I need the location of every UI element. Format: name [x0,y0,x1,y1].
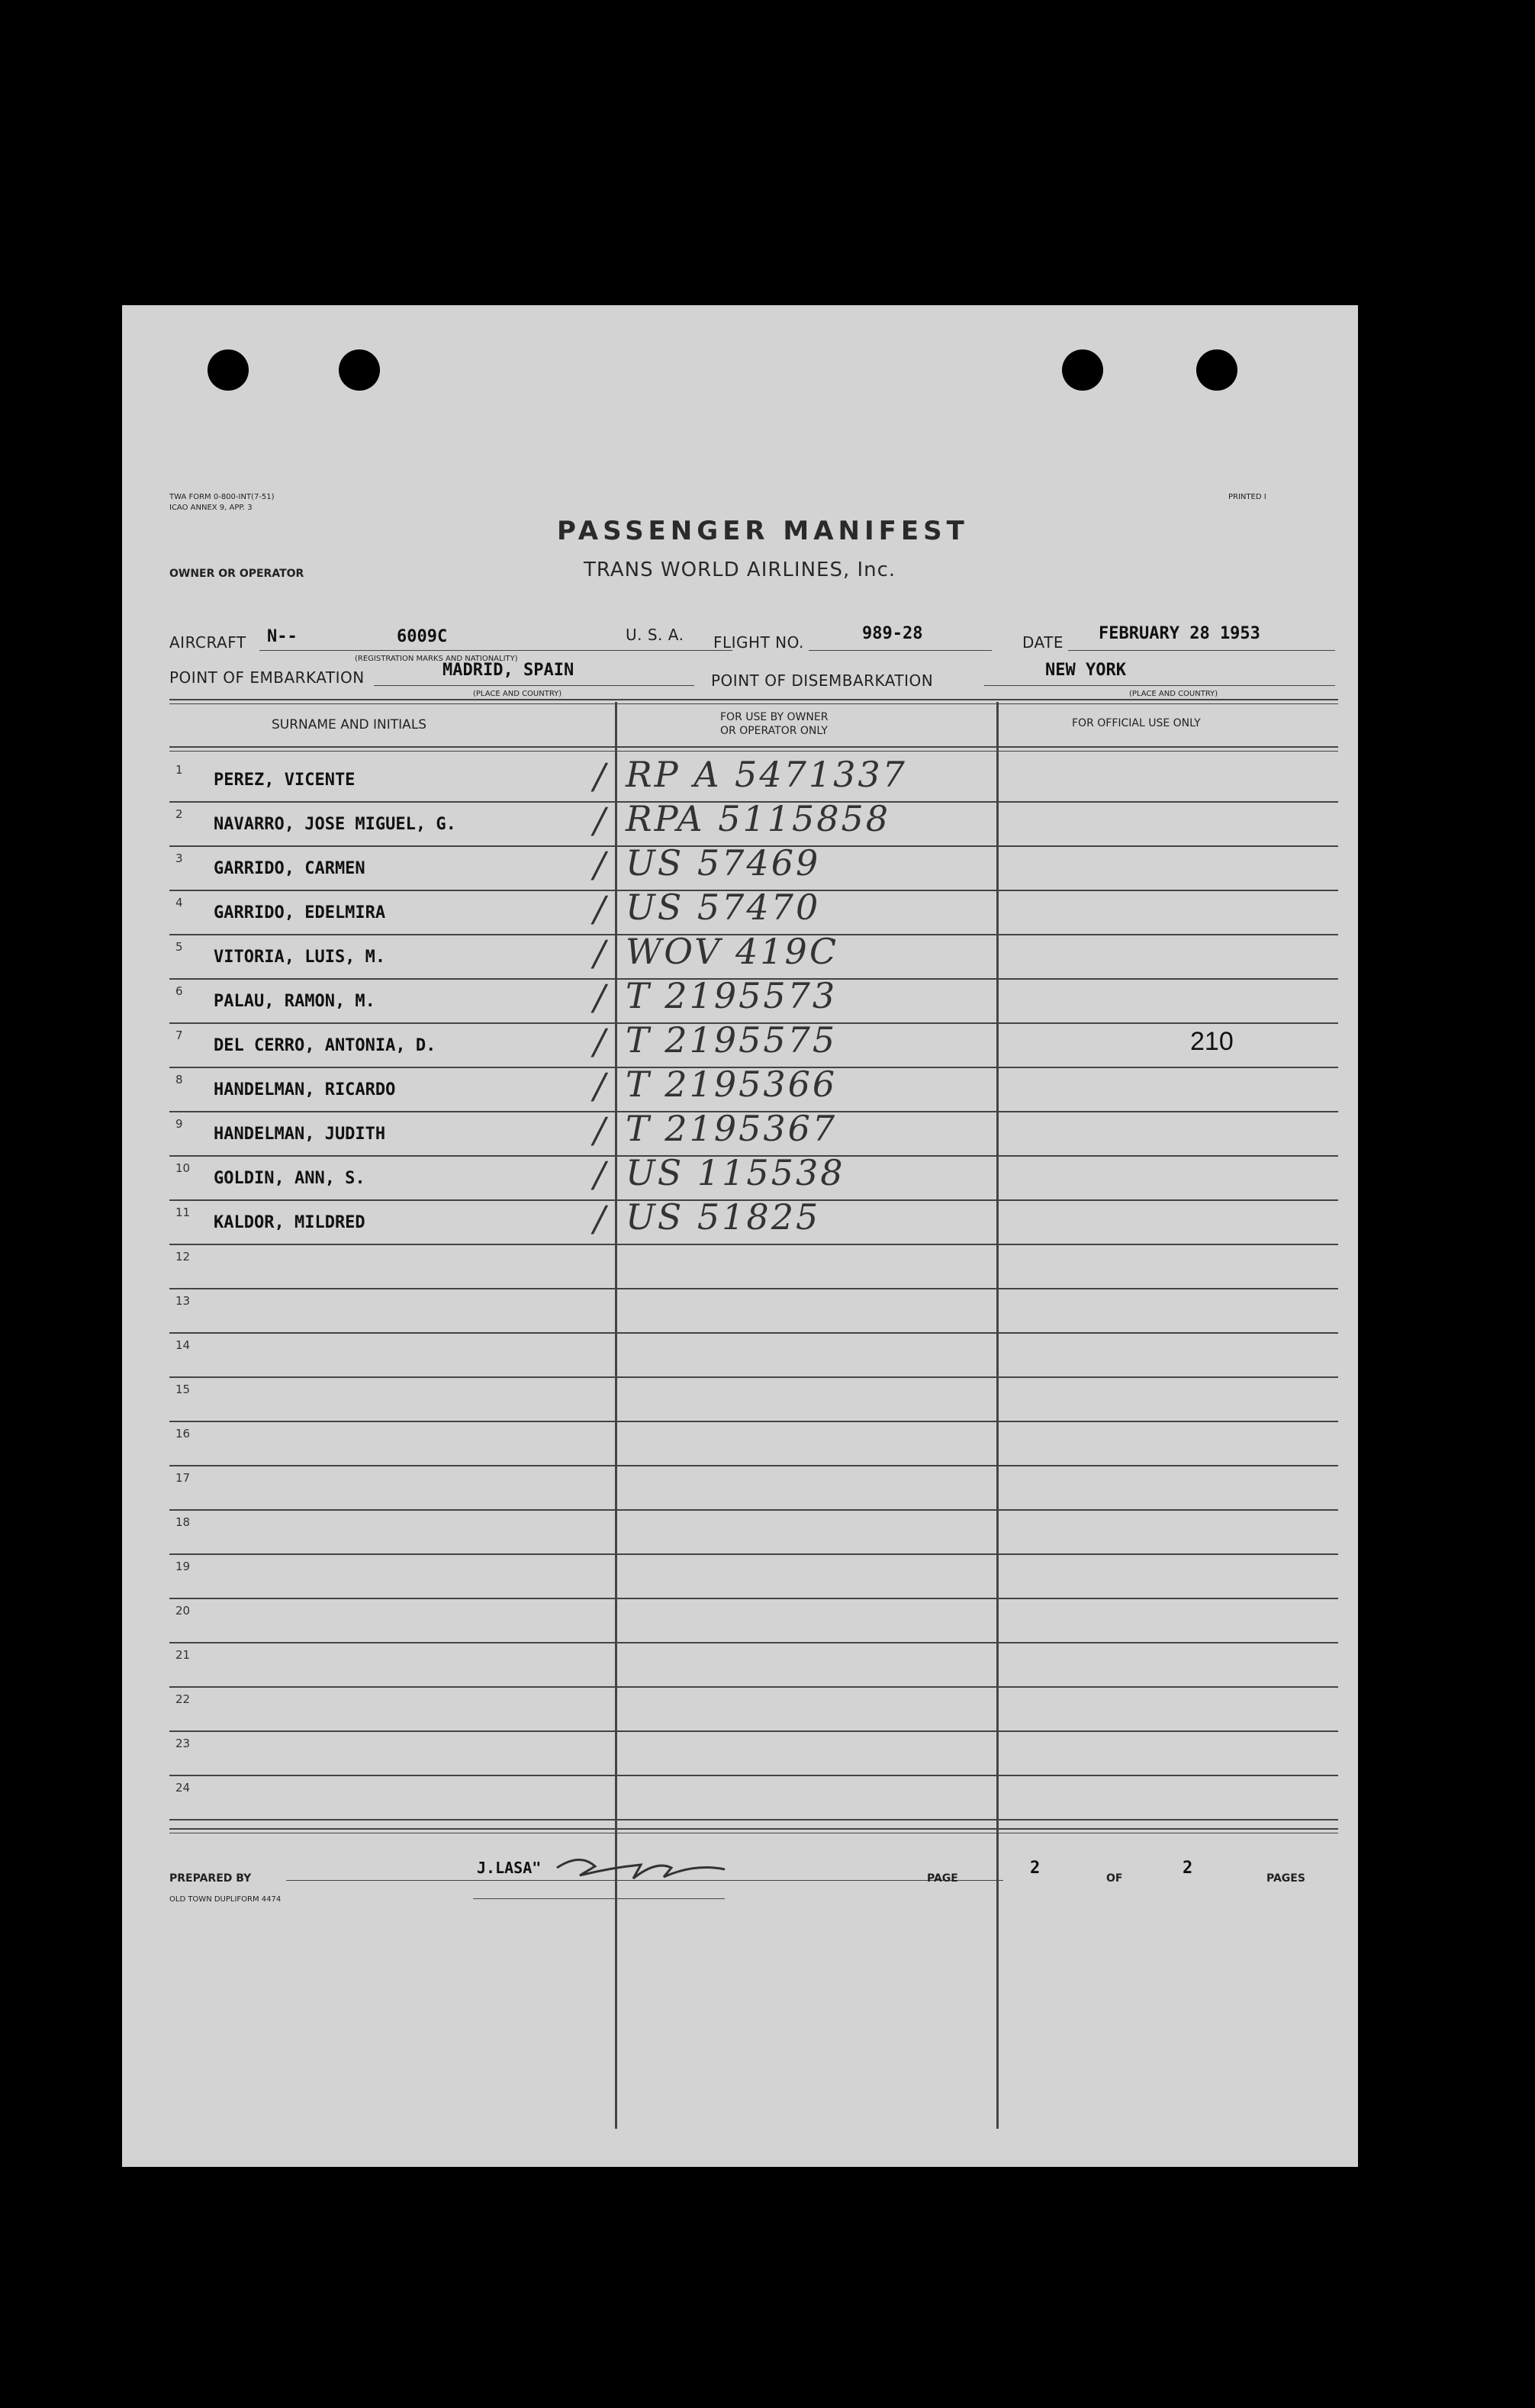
punch-hole [208,349,249,391]
passenger-name: KALDOR, MILDRED [214,1213,365,1232]
airline-name: TRANS WORLD AIRLINES, Inc. [584,559,896,581]
table-top-rule-2 [169,703,1338,704]
embark-value: MADRID, SPAIN [442,661,574,680]
col-divider-2 [996,702,999,2129]
row-rule [169,1553,1338,1555]
row-number: 9 [175,1117,183,1131]
row-rule [169,1288,1338,1289]
passenger-name: DEL CERRO, ANTONIA, D. [214,1036,436,1055]
row-number: 15 [175,1383,191,1396]
passenger-document: T 2195366 [626,1064,838,1105]
flight-line [809,650,992,651]
date-label: DATE [1022,633,1064,652]
signature-underline [473,1898,725,1899]
check-mark: / [594,755,606,797]
icao-reference: ICAO ANNEX 9, APP. 3 [169,504,253,512]
check-mark: / [594,1109,606,1151]
row-number: 2 [175,807,183,821]
registration-note: (REGISTRATION MARKS AND NATIONALITY) [355,655,518,663]
row-rule [169,1244,1338,1245]
aircraft-label: AIRCRAFT [169,633,246,652]
header-bottom-rule-2 [169,751,1338,752]
owner-label: OWNER OR OPERATOR [169,568,304,580]
row-number: 1 [175,763,183,777]
check-mark: / [594,1021,606,1062]
flight-value: 989-28 [862,624,923,643]
passenger-document: US 57469 [626,842,821,884]
row-number: 18 [175,1515,191,1529]
passenger-name: PEREZ, VICENTE [214,771,356,790]
aircraft-value: 6009C [397,627,448,646]
signature-scribble [549,1845,732,1891]
passenger-document: RP A 5471337 [626,754,907,795]
row-number: 4 [175,896,183,909]
passenger-document: WOV 419C [626,931,839,972]
passenger-document: T 2195367 [626,1108,838,1149]
check-mark: / [594,1065,606,1106]
row-rule [169,1509,1338,1511]
date-value: FEBRUARY 28 1953 [1099,624,1260,643]
row-number: 20 [175,1604,191,1618]
col-surname-header: SURNAME AND INITIALS [272,717,427,732]
row-number: 11 [175,1206,191,1219]
check-mark: / [594,932,606,974]
passenger-name: HANDELMAN, RICARDO [214,1080,396,1099]
check-mark: / [594,844,606,885]
page-label: PAGE [927,1872,958,1885]
check-mark: / [594,800,606,841]
passenger-name: HANDELMAN, JUDITH [214,1125,386,1144]
prepared-label: PREPARED BY [169,1872,252,1885]
manifest-sheet [122,305,1358,2167]
col-operator-header-1: FOR USE BY OWNER [720,711,829,723]
form-code: TWA FORM 0-800-INT(7-51) [169,493,275,501]
col-operator-header-2: OR OPERATOR ONLY [720,725,828,737]
row-rule [169,1421,1338,1422]
date-line [1068,650,1335,651]
row-number: 17 [175,1471,191,1485]
page-value: 2 [1030,1859,1041,1878]
aircraft-line [259,650,732,651]
disembark-label: POINT OF DISEMBARKATION [711,671,934,690]
row-number: 5 [175,940,183,954]
passenger-name: GARRIDO, EDELMIRA [214,903,386,922]
of-label: OF [1106,1872,1123,1885]
col-divider-1 [615,702,617,2129]
row-number: 8 [175,1073,183,1086]
official-note: 210 [1190,1027,1234,1056]
passenger-document: US 51825 [626,1196,821,1238]
row-number: 14 [175,1338,191,1352]
row-rule [169,1465,1338,1466]
row-rule [169,1376,1338,1378]
row-number: 10 [175,1161,191,1175]
page-title: PASSENGER MANIFEST [557,516,969,546]
printer-note: OLD TOWN DUPLIFORM 4474 [169,1895,282,1904]
aircraft-prefix: N-- [267,627,298,646]
nationality: U. S. A. [626,626,684,644]
passenger-document: US 57470 [626,887,821,928]
disembark-note: (PLACE AND COUNTRY) [1129,690,1218,698]
embark-line [374,685,694,686]
check-mark: / [594,888,606,929]
punch-hole [1062,349,1103,391]
row-number: 12 [175,1250,191,1264]
row-rule [169,1819,1338,1820]
passenger-name: GOLDIN, ANN, S. [214,1169,365,1188]
punch-hole [1196,349,1237,391]
row-rule [169,1332,1338,1334]
passenger-name: VITORIA, LUIS, M. [214,948,386,967]
row-number: 13 [175,1294,191,1308]
check-mark: / [594,1154,606,1195]
table-bottom-rule [169,1828,1338,1830]
row-rule [169,1642,1338,1643]
row-number: 24 [175,1781,191,1795]
passenger-document: RPA 5115858 [626,798,891,839]
prepared-value: J.LASA" [477,1859,542,1877]
disembark-value: NEW YORK [1045,661,1126,680]
col-official-header: FOR OFFICIAL USE ONLY [1072,717,1201,729]
of-value: 2 [1183,1859,1193,1878]
row-number: 22 [175,1692,191,1706]
punch-hole [339,349,380,391]
row-number: 21 [175,1648,191,1662]
check-mark: / [594,1198,606,1239]
table-top-rule [169,699,1338,700]
row-number: 23 [175,1737,191,1750]
flight-label: FLIGHT NO. [713,633,804,652]
passenger-name: PALAU, RAMON, M. [214,992,375,1011]
embark-note: (PLACE AND COUNTRY) [473,690,562,698]
row-number: 19 [175,1560,191,1573]
check-mark: / [594,977,606,1018]
passenger-document: T 2195575 [626,1019,838,1061]
embark-label: POINT OF EMBARKATION [169,668,365,687]
printed-note: PRINTED I [1228,493,1266,501]
header-bottom-rule [169,746,1338,748]
disembark-line [984,685,1335,686]
pages-label: PAGES [1266,1872,1305,1885]
row-rule [169,1598,1338,1599]
row-rule [169,1686,1338,1688]
row-rule [169,1775,1338,1776]
row-rule [169,1730,1338,1732]
passenger-name: NAVARRO, JOSE MIGUEL, G. [214,815,456,834]
row-number: 6 [175,984,183,998]
row-number: 7 [175,1029,183,1042]
row-number: 16 [175,1427,191,1441]
row-number: 3 [175,851,183,865]
passenger-document: US 115538 [626,1152,845,1193]
passenger-document: T 2195573 [626,975,838,1016]
passenger-name: GARRIDO, CARMEN [214,859,365,878]
